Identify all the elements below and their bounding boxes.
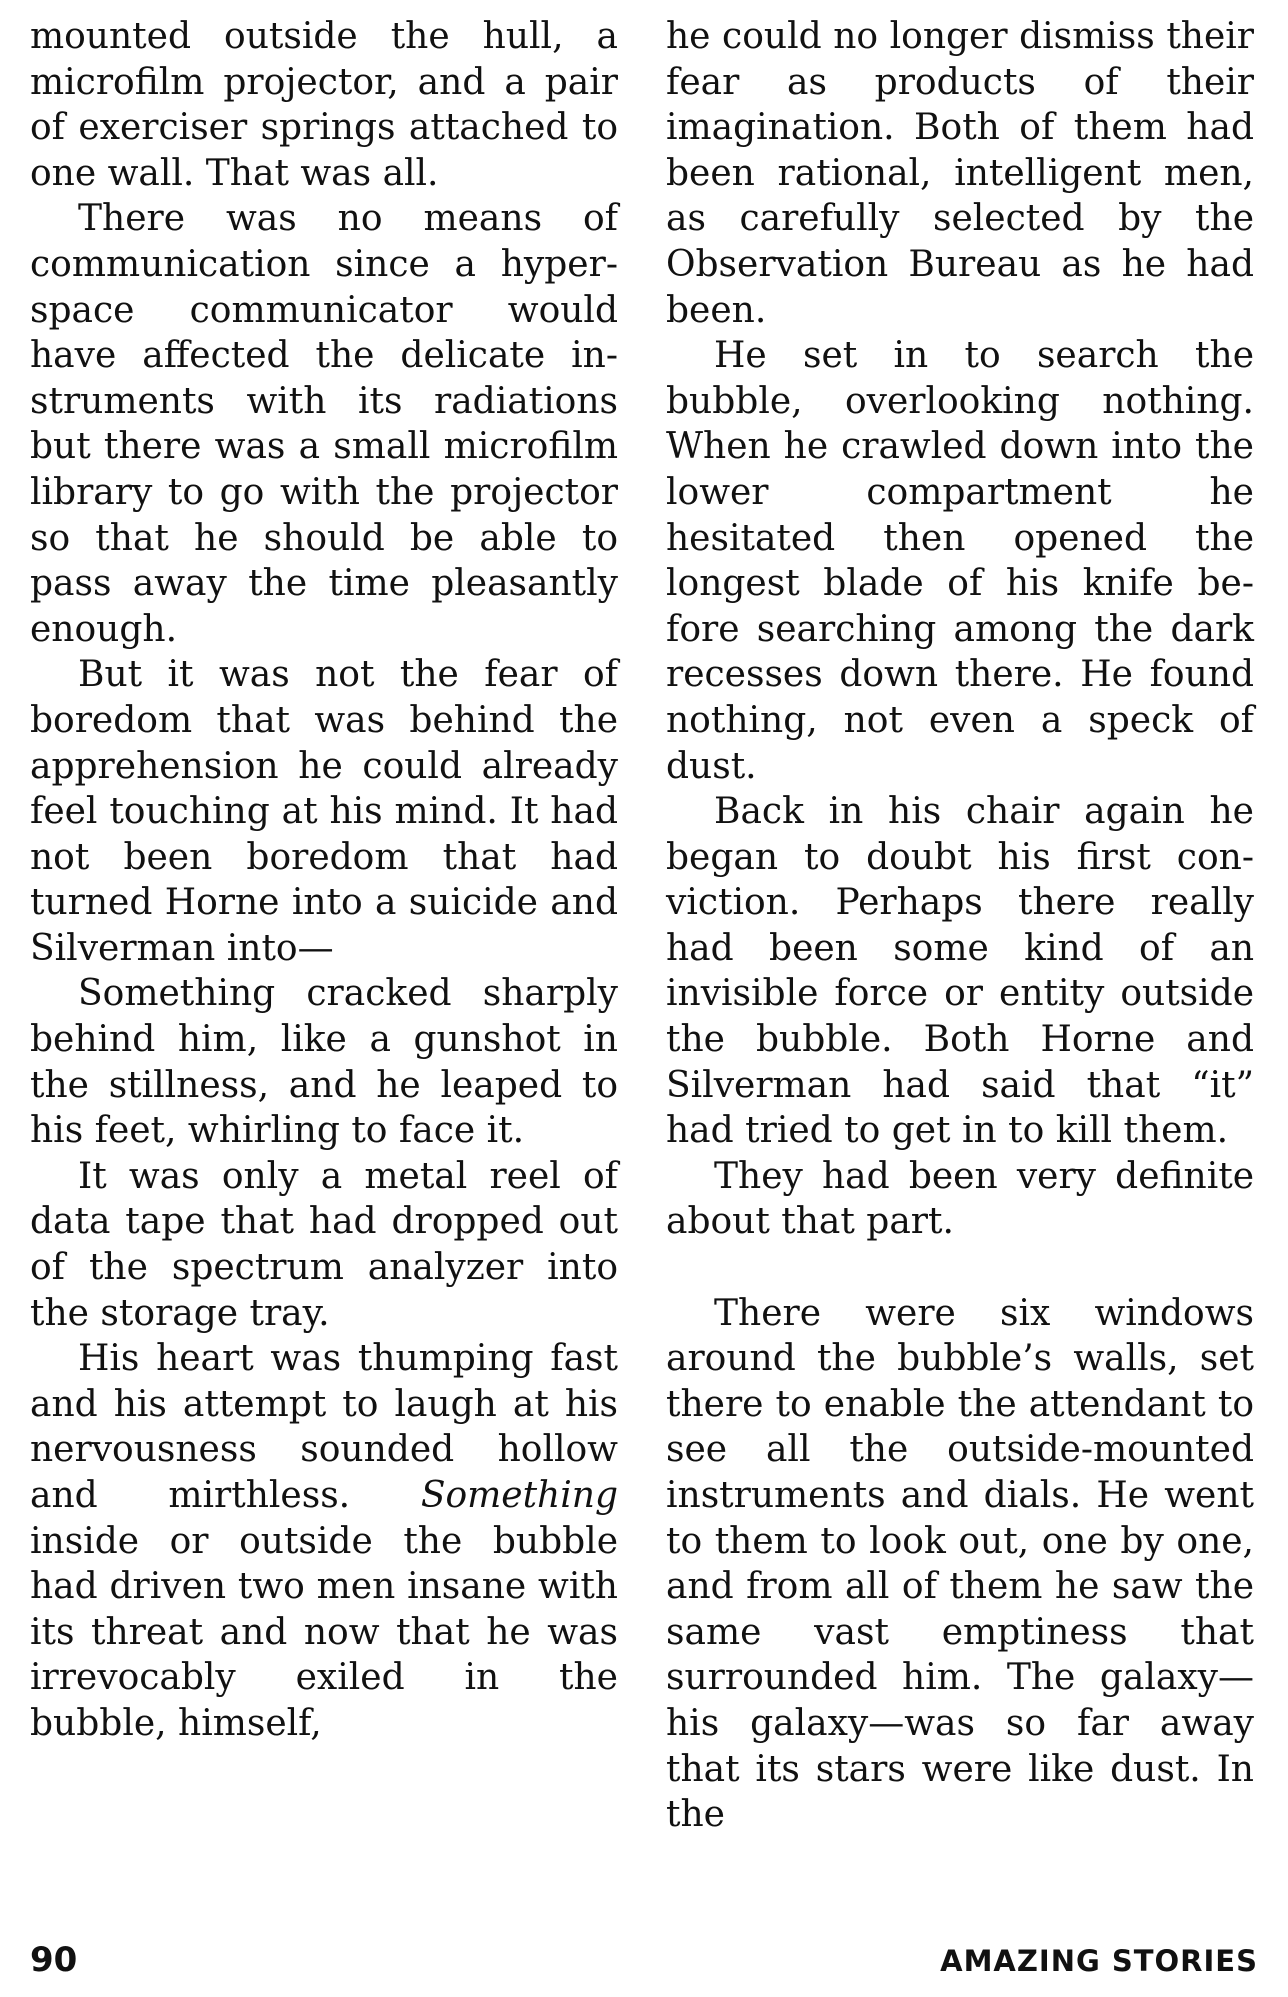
paragraph: There was no means of communication since a hyperspace communicator would have affected the delicate instruments with its radiations but there was a small microfilm library to go with the projector so that he should be able to pass away the time pleasantly enough. bbox=[30, 198, 618, 650]
paragraph: he could no longer dismiss their fear as products of their imagination. Both of them had been rational, intelligent men, as carefully selected by the Observation Bureau as he had been. bbox=[666, 16, 1254, 331]
emphasized-word: Something bbox=[420, 1475, 618, 1516]
paragraph: There were six windows around the bubble’s walls, set there to enable the attendant to see all the outside-mounted instruments and dials. He went to them to look out, one by one, and from all of them he saw the same vast emptiness that surrounded him. The galaxy—his galaxy—was so far away that its stars were like dust. In the bbox=[666, 1292, 1254, 1836]
paragraph-text: His heart was thumping fast and his attempt to laugh at his nervousness sounded hollow and mirthless. bbox=[30, 1338, 618, 1516]
magazine-title: AMAZING STORIES bbox=[940, 1944, 1258, 1978]
page-number: 90 bbox=[30, 1940, 78, 1980]
paragraph-text: inside or outside the bubble had driven two men insane with its threat and now that he was irrevocably exiled in the bubble, himself, bbox=[30, 1520, 618, 1744]
paragraph bbox=[30, 1336, 618, 1746]
paragraph: But it was not the fear of boredom that was behind the apprehension he could already feel touching at his mind. It had not been boredom that had turned Horne into a suicide and Silverman into— bbox=[30, 654, 618, 969]
paragraph: Something cracked sharply behind him, like a gunshot in the stillness, and he leaped to his feet, whirling to face it. bbox=[30, 973, 618, 1152]
right-column bbox=[666, 14, 1254, 1838]
paragraph: They had been very definite about that part. bbox=[666, 1155, 1254, 1243]
left-column bbox=[30, 14, 618, 1747]
page-footer bbox=[30, 1940, 1258, 1986]
paragraph: It was only a metal reel of data tape that had dropped out of the spectrum analyzer into the storage tray. bbox=[30, 1155, 618, 1334]
paragraph: Back in his chair again he began to doubt his first conviction. Perhaps there really had been some kind of an invisible force or entity outside the bubble. Both Horne and Silverman had said that “it” had tried to get in to kill them. bbox=[666, 791, 1254, 1152]
paragraph: He set in to search the bubble, overlooking nothing. When he crawled down into the lower compartment he hesitated then opened the longest blade of his knife before searching among the dark recesses down there. He found nothing, not even a speck of dust. bbox=[666, 335, 1254, 787]
paragraph: mounted outside the hull, a microfilm projector, and a pair of exerciser springs attached to one wall. That was all. bbox=[30, 16, 618, 194]
